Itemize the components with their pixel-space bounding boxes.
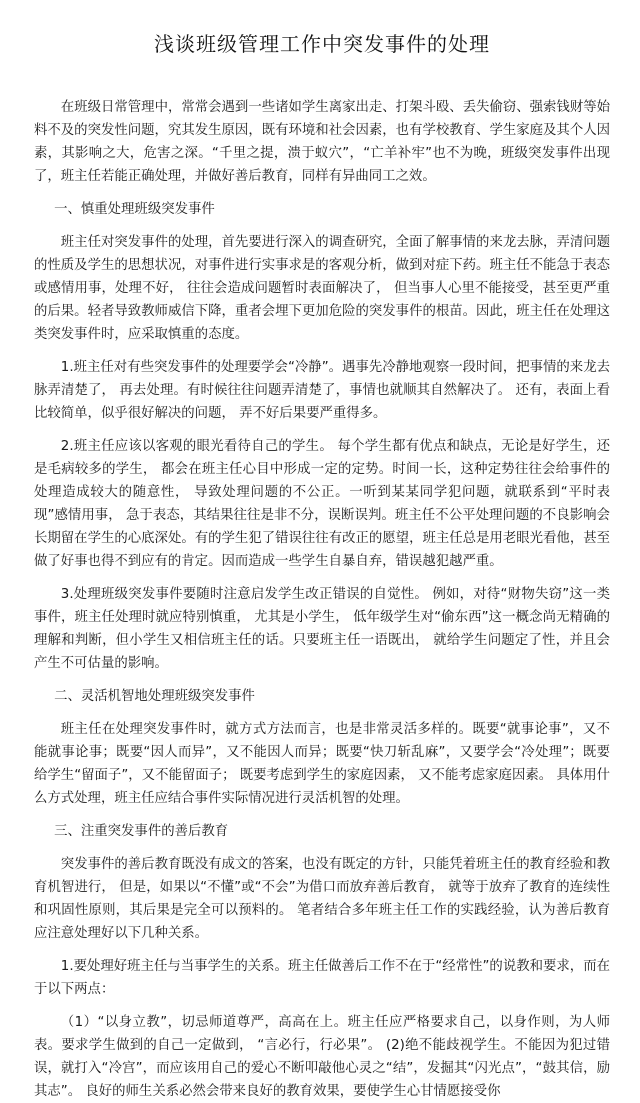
section-3-paragraph: 突发事件的善后教育既没有成文的答案，也没有既定的方针，只能凭着班主任的教育经验和教育机智进行， 但是，如果以“不懂”或“不会”为借口而放弃善后教育， 就等于放弃了教育的连续性和巩固性原则，其后果是完全可以预料的。 笔者结合多年班主任工作的实践经验，认为善后教育应注意处理好以下几种关系。 <box>34 857 610 941</box>
section-1-paragraph: 3.处理班级突发事件要随时注意启发学生改正错误的自觉性。 例如，对待“财物失窃”这一类事件，班主任处理时就应特别慎重， 尤其是小学生， 低年级学生对“偷东西”这一概念尚无精确的理解和判断，但小学生又相信班主任的话。只要班主任一语既出， 就给学生问题定了性，并且会产生不可估量的影响。 <box>34 587 610 671</box>
section-2-heading: 二、灵活机智地处理班级突发事件 <box>54 689 255 704</box>
section-3-paragraph: （1）“以身立教”，切忌师道尊严，高高在上。班主任应严格要求自己，以身作则，为人师表。要求学生做到的自己一定做到， “言必行，行必果”。 (2)绝不能歧视学生。不能因为犯过错误，就打入“冷宫”，而应该用自己的爱心不断叩敲他心灵之“结”，发掘其“闪光点”，“鼓其信，励其志”。 良好的师生关系必然会带来良好的教育效果，要使学生心甘情愿接受你 <box>34 1015 610 1099</box>
section-3-paragraph: 1.要处理好班主任与当事学生的关系。班主任做善后工作不在于“经常性”的说教和要求，而在于以下两点： <box>34 959 610 997</box>
intro-paragraph: 在班级日常管理中，常常会遇到一些诸如学生离家出走、打架斗殴、丢失偷窃、强索钱财等始料不及的突发性问题，究其发生原因，既有环境和社会因素，也有学校教育、学生家庭及其个人因素，其影响之大，危害之深。“千里之提，溃于蚁穴”，“亡羊补牢”也不为晚，班级突发事件出现了，班主任若能正确处理，并做好善后教育，同样有异曲同工之效。 <box>34 100 610 184</box>
section-1-paragraph: 班主任对突发事件的处理，首先要进行深入的调查研究，全面了解事情的来龙去脉，弄清问题的性质及学生的思想状况，对事件进行实事求是的客观分析，做到对症下药。班主任不能急于表态或感情用事，处理不好， 往往会造成问题暂时表面解决了， 但当事人心里不能接受，甚至更严重的后果。轻者导致教师威信下降，重者会埋下更加危险的突发事件的根苗。因此，班主任在处理这类突发事件时，应采取慎重的态度。 <box>34 235 610 342</box>
section-3-heading: 三、注重突发事件的善后教育 <box>54 824 229 839</box>
section-1-paragraph: 1.班主任对有些突发事件的处理要学会“冷静”。遇事先冷静地观察一段时间，把事情的来龙去脉弄清楚了， 再去处理。有时候往往问题弄清楚了，事情也就顺其自然解决了。 还有，表面上看比较简单，似乎很好解决的问题， 弄不好后果要严重得多。 <box>34 360 610 421</box>
section-2-paragraph: 班主任在处理突发事件时，就方式方法而言，也是非常灵活多样的。既要“就事论事”，又不能就事论事；既要“因人而异”，又不能因人而异；既要“快刀斩乱麻”，又要学会“冷处理”；既要给学生“留面子”，又不能留面子； 既要考虑到学生的家庭因素， 又不能考虑家庭因素。 具体用什么方式处理，班主任应结合事件实际情况进行灵活机智的处理。 <box>34 722 610 806</box>
document-title: 浅谈班级管理工作中突发事件的处理 <box>154 32 490 56</box>
section-1-heading: 一、慎重处理班级突发事件 <box>54 202 215 217</box>
document-body <box>34 96 610 1103</box>
section-1-paragraph: 2.班主任应该以客观的眼光看待自己的学生。 每个学生都有优点和缺点，无论是好学生，还是毛病较多的学生， 都会在班主任心目中形成一定的定势。时间一长，这种定势往往会给事件的处理造成较大的随意性， 导致处理问题的不公正。一听到某某同学犯问题，就联系到“平时表现”感情用事， 急于表态，其结果往往是非不分，误断误判。班主任不公平处理问题的不良影响会长期留在学生的心底深处。有的学生犯了错误往往有改正的愿望，班主任总是用老眼光看他，甚至做了好事也得不到应有的肯定。因而造成一些学生自暴自弃，错误越犯越严重。 <box>34 439 610 569</box>
